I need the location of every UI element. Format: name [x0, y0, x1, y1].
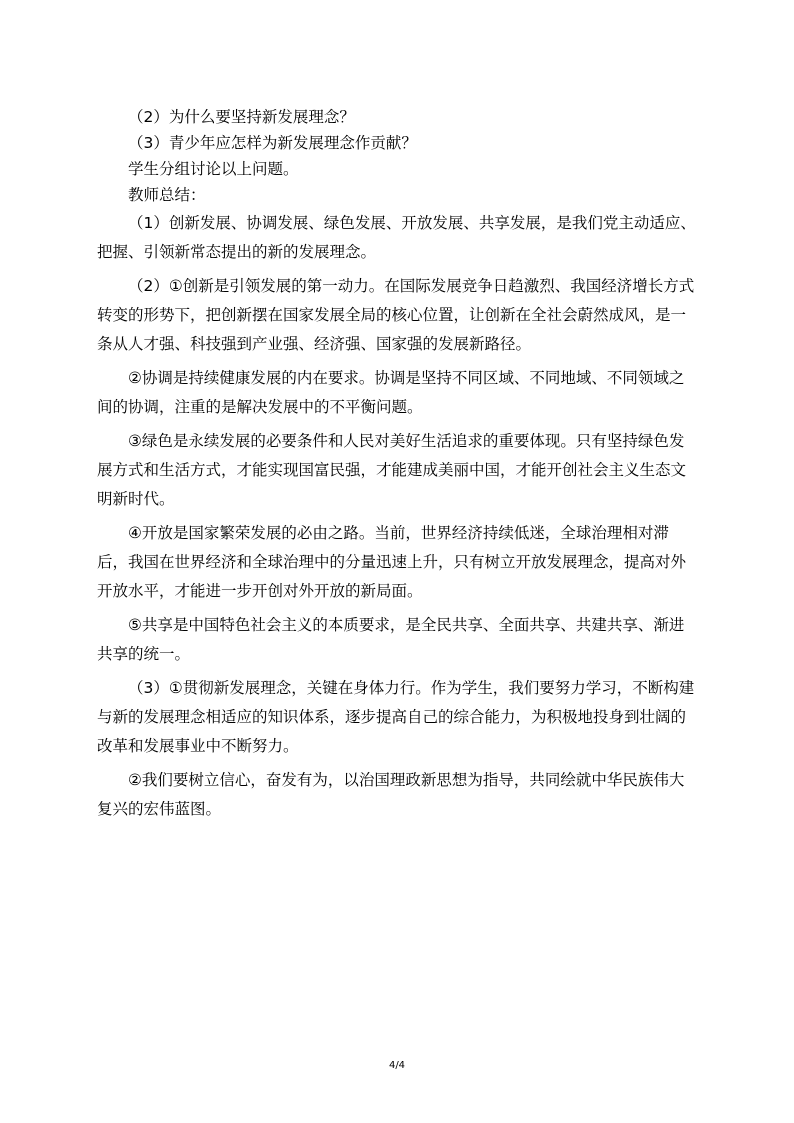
answer-1: （1）创新发展、协调发展、绿色发展、开放发展、共享发展，是我们党主动适应、把握、引领新常态提出的新的发展理念。 — [97, 214, 696, 261]
document-body — [97, 105, 697, 824]
discussion-instruction: 学生分组讨论以上问题。 — [128, 160, 299, 178]
page-number: 4/4 — [388, 1060, 406, 1071]
answer-2-innovation: （2）①创新是引领发展的第一动力。在国际发展竞争日趋激烈、我国经济增长方式转变的形势下，把创新摆在国家发展全局的核心位置，让创新在全社会蔚然成风，是一条从人才强、科技强到产业强、经济强、国家强的发展新路径。 — [97, 277, 695, 353]
answer-2-green: ③绿色是永续发展的必要条件和人民对美好生活追求的重要体现。只有坚持绿色发展方式和生活方式，才能实现国富民强，才能建成美丽中国，才能开创社会主义生态文明新时代。 — [97, 432, 687, 508]
answer-3-confidence: ②我们要树立信心，奋发有为，以治国理政新思想为指导，共同绘就中华民族伟大复兴的宏伟蓝图。 — [97, 771, 685, 818]
answer-2-openness: ④开放是国家繁荣发展的必由之路。当前，世界经济持续低迷，全球治理相对滞后，我国在世界经济和全球治理中的分量迅速上升，只有树立开放发展理念，提高对外开放水平，才能进一步开创对外开放的新局面。 — [97, 524, 687, 600]
answer-2-sharing: ⑤共享是中国特色社会主义的本质要求，是全民共享、全面共享、共建共享、渐进共享的统一。 — [97, 616, 685, 663]
answer-3-practice: （3）①贯彻新发展理念，关键在身体力行。作为学生，我们要努力学习，不断构建与新的发展理念相适应的知识体系，逐步提高自己的综合能力，为积极地投身到壮阔的改革和发展事业中不断努力。 — [97, 679, 695, 755]
teacher-summary-heading: 教师总结： — [128, 186, 206, 204]
question-3: （3）青少年应怎样为新发展理念作贡献？ — [128, 134, 417, 152]
answer-2-coordination: ②协调是持续健康发展的内在要求。协调是坚持不同区域、不同地域、不同领域之间的协调，注重的是解决发展中的不平衡问题。 — [97, 369, 685, 416]
question-2: （2）为什么要坚持新发展理念？ — [128, 108, 355, 126]
